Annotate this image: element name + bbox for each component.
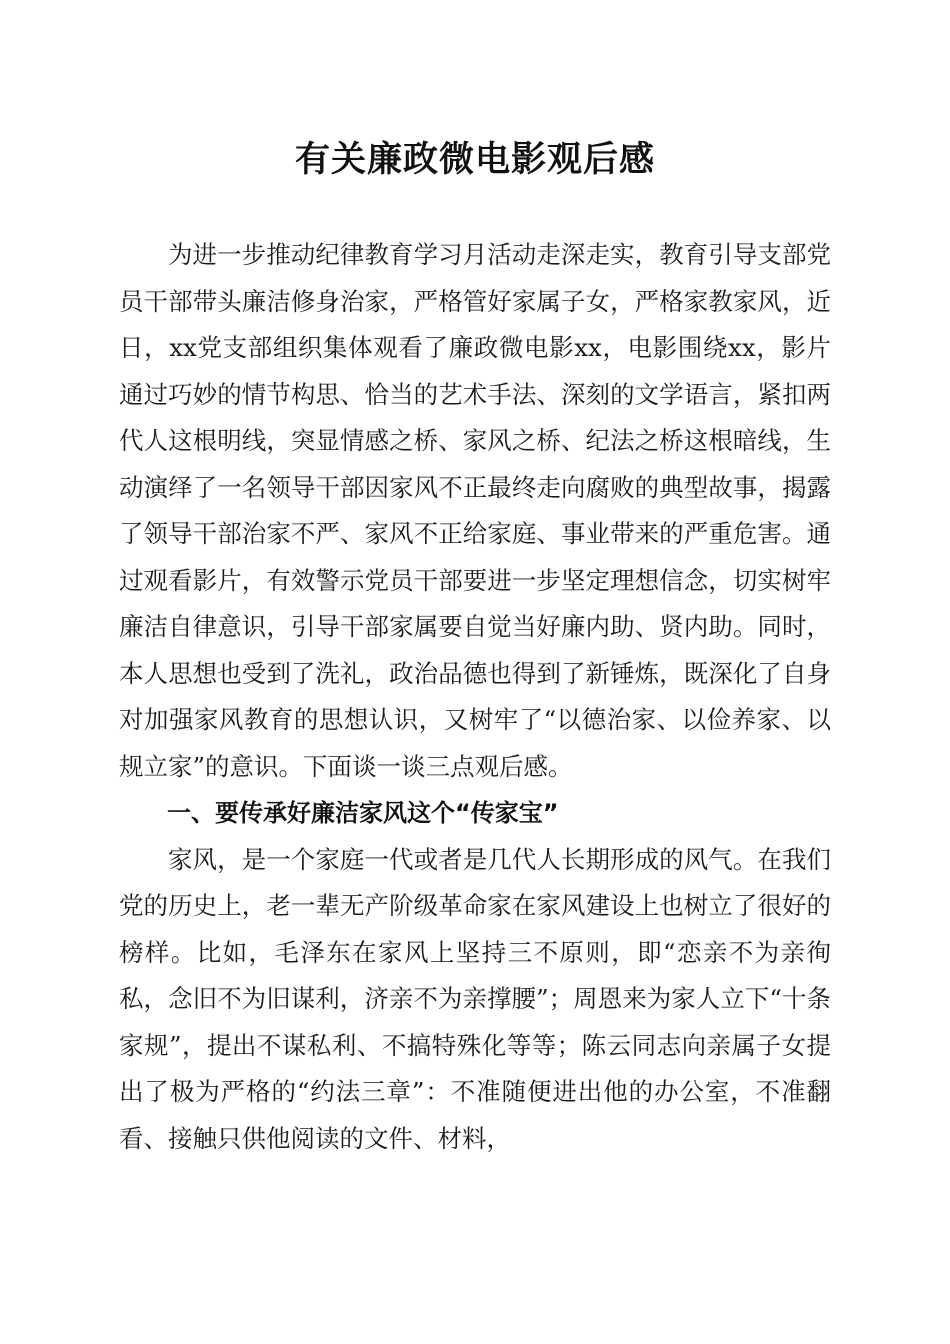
section-1-paragraph: 家风，是一个家庭一代或者是几代人长期形成的风气。在我们党的历史上，老一辈无产阶级革命家在家风建设上也树立了很好的榜样。比如，毛泽东在家风上坚持三不原则，即“恋亲不为亲徇私，念旧不为旧谋利，济亲不为亲撑腰”；周恩来为家人立下“十条家规”，提出不谋私利、不搞特殊化等等；陈云同志向亲属子女提出了极为严格的“约法三章”：不准随便进出他的办公室，不准翻看、接触只供他阅读的文件、材料， [119, 844, 831, 1153]
section-1-heading: 一、要传承好廉洁家风这个“传家宝” [167, 799, 559, 827]
document-title: 有关廉政微电影观后感 [294, 139, 655, 180]
document-body [119, 232, 831, 1162]
intro-paragraph: 为进一步推动纪律教育学习月活动走深走实，教育引导支部党员干部带头廉洁修身治家，严格管好家属子女，严格家教家风，近日，xx党支部组织集体观看了廉政微电影xx，电影围绕xx，影片通过巧妙的情节构思、恰当的艺术手法、深刻的文学语言，紧扣两代人这根明线，突显情感之桥、家风之桥、纪法之桥这根暗线，生动演绎了一名领导干部因家风不正最终走向腐败的典型故事，揭露了领导干部治家不严、家风不正给家庭、事业带来的严重危害。通过观看影片，有效警示党员干部要进一步坚定理想信念，切实树牢廉洁自律意识，引导干部家属要自觉当好廉内助、贤内助。同时，本人思想也受到了洗礼，政治品德也得到了新锤炼，既深化了自身对加强家风教育的思想认识，又树牢了“以德治家、以俭养家、以规立家”的意识。下面谈一谈三点观后感。 [119, 240, 831, 781]
